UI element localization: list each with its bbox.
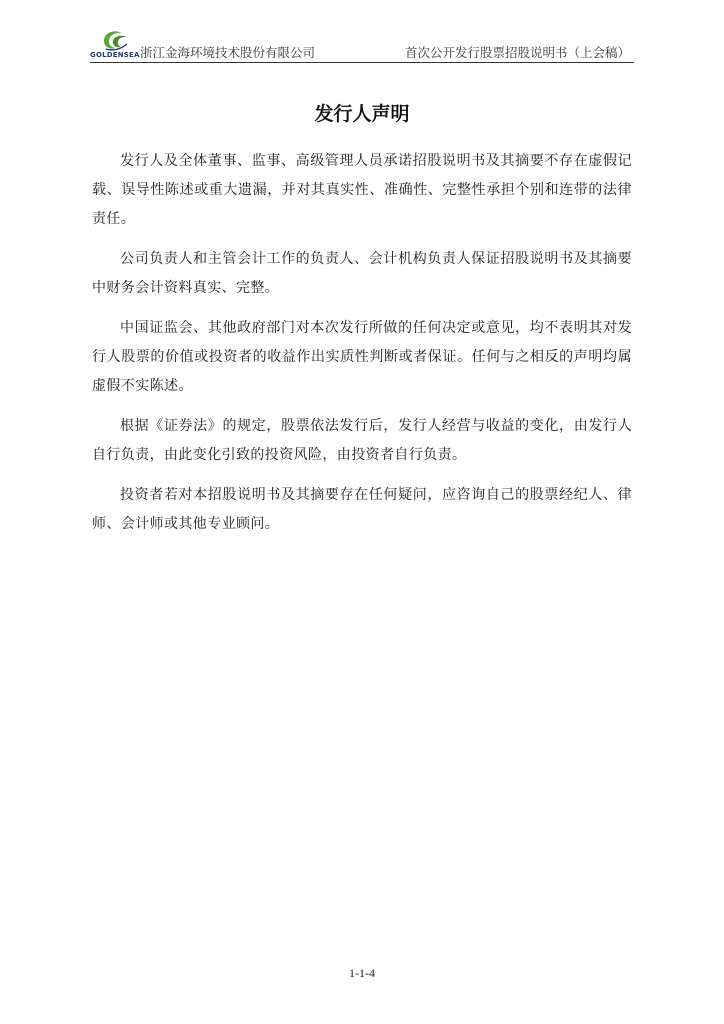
page-header <box>90 30 634 62</box>
company-name: 浙江金海环境技术股份有限公司 <box>140 45 316 60</box>
statement-body <box>92 147 632 550</box>
page-number: 1-1-4 <box>349 966 375 980</box>
goldensea-logo-icon <box>100 30 130 52</box>
paragraph: 根据《证券法》的规定，股票依法发行后，发行人经营与收益的变化，由发行人自行负责，由此变化引致的投资风险，由投资者自行负责。 <box>92 418 632 463</box>
document-title: 首次公开发行股票招股说明书（上会稿） <box>404 45 630 60</box>
paragraph: 投资者若对本招股说明书及其摘要存在任何疑问，应咨询自己的股票经纪人、律师、会计师或其他专业顾问。 <box>92 487 632 532</box>
logo-text: GOLDENSEA <box>90 51 140 59</box>
paragraph: 发行人及全体董事、监事、高级管理人员承诺招股说明书及其摘要不存在虚假记载、误导性陈述或重大遗漏，并对其真实性、准确性、完整性承担个别和连带的法律责任。 <box>92 153 632 227</box>
company-logo <box>90 30 138 60</box>
paragraph: 公司负责人和主管会计工作的负责人、会计机构负责人保证招股说明书及其摘要中财务会计资料真实、完整。 <box>92 251 632 296</box>
paragraph: 中国证监会、其他政府部门对本次发行所做的任何决定或意见，均不表明其对发行人股票的价值或投资者的收益作出实质性判断或者保证。任何与之相反的声明均属虚假不实陈述。 <box>92 320 632 394</box>
header-divider <box>90 62 634 63</box>
page-title: 发行人声明 <box>314 103 410 125</box>
